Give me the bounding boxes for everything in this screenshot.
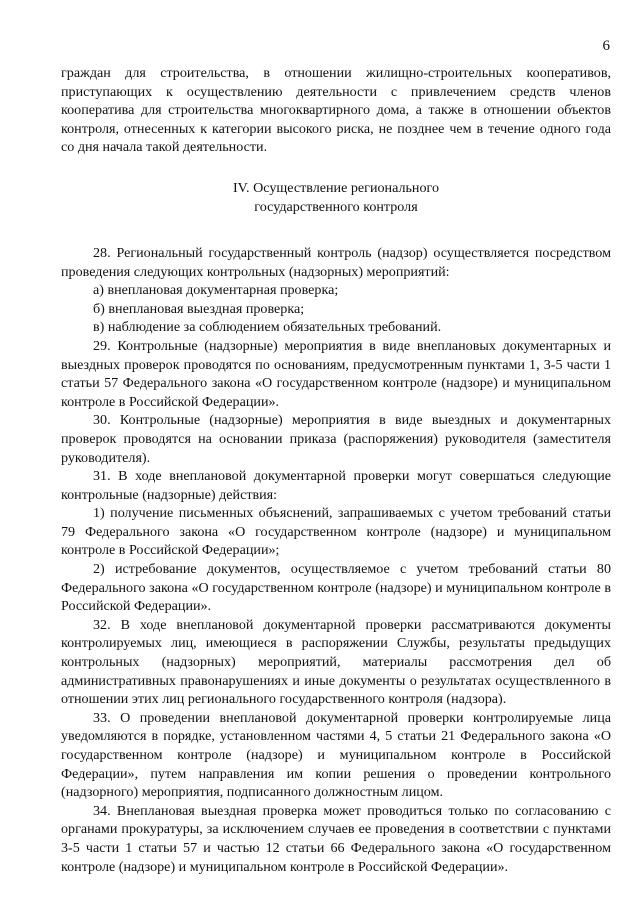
paragraph-30: 30. Контрольные (надзорные) мероприятия в виде выездных и документарных проверок проводятся на основании приказа (распоряжения) руководителя (заместителя руководителя). [61,412,611,466]
paragraph-29: 29. Контрольные (надзорные) мероприятия в виде внеплановых документарных и выездных проверок проводятся по основаниям, предусмотренным пунктами 1, 3-5 части 1 статьи 57 Федерального закона «О государственном контроле (надзоре) и муниципальном контроле в Российской Федерации». [61,337,611,410]
list-item-28c: в) наблюдение за соблюдением обязательных требований. [93,319,442,336]
paragraph-34: 34. Внеплановая выездная проверка может проводиться только по согласованию с органами прокуратуры, за исключением случаев ее проведения в соответствии с пунктами 3-5 части 1 статьи 57 и частью 12 статьи 66 Федерального закона «О государственном контроле (надзоре) и муниципальном контроле в Российской Федерации». [61,802,611,875]
list-item-28a: а) внеплановая документарная проверка; [93,282,339,299]
paragraph-31: 31. В ходе внеплановой документарной проверки могут совершаться следующие контрольные (надзорные) действия: [61,468,611,503]
document-body [61,64,611,876]
paragraph-31-2: 2) истребование документов, осуществляемое с учетом требований статьи 80 Федерального закона «О государственном контроле (надзоре) и муниципальном контроле в Российской Федерации». [61,561,611,615]
paragraph-31-1: 1) получение письменных объяснений, запрашиваемых с учетом требований статьи 79 Федерального закона «О государственном контроле (надзоре) и муниципальном контроле в Российской Федерации»; [61,505,611,559]
section-heading-line1: IV. Осуществление регионального [232,179,439,196]
paragraph-28: 28. Региональный государственный контроль (надзор) осуществляется посредством проведения следующих контрольных (надзорных) мероприятий: [61,244,611,280]
paragraph-32: 32. В ходе внеплановой документарной проверки рассматриваются документы контролируемых лиц, имеющиеся в распоряжении Службы, результаты предыдущих контрольных (надзорных) мероприятий, материалы рассмотрения дел об административных правонарушениях и иные документы о результатах осуществленного в отношении этих лиц регионального государственного контроля (надзора). [61,616,611,708]
intro-paragraph: граждан для строительства, в отношении жилищно-строительных кооперативов, приступающих к осуществлению деятельности с привлечением средств членов кооператива для строительства многоквартирного дома, а также в отношении объектов контроля, отнесенных к категории высокого риска, не позднее чем в течение одного года со дня начала такой деятельности. [61,65,611,156]
section-heading [61,179,611,217]
paragraph-33: 33. О проведении внеплановой документарной проверки контролируемые лица уведомляются в порядке, установленном частями 4, 5 статьи 21 Федерального закона «О государственном контроле (надзоре) и муниципальном контроле в Российской Федерации», путем направления им копии решения о проведении контрольного (надзорного) мероприятия, подписанного должностным лицом. [61,709,611,801]
list-item-28b: б) внеплановая выездная проверка; [93,300,305,317]
section-heading-line2: государственного контроля [254,198,418,215]
page-number: 6 [602,38,610,54]
